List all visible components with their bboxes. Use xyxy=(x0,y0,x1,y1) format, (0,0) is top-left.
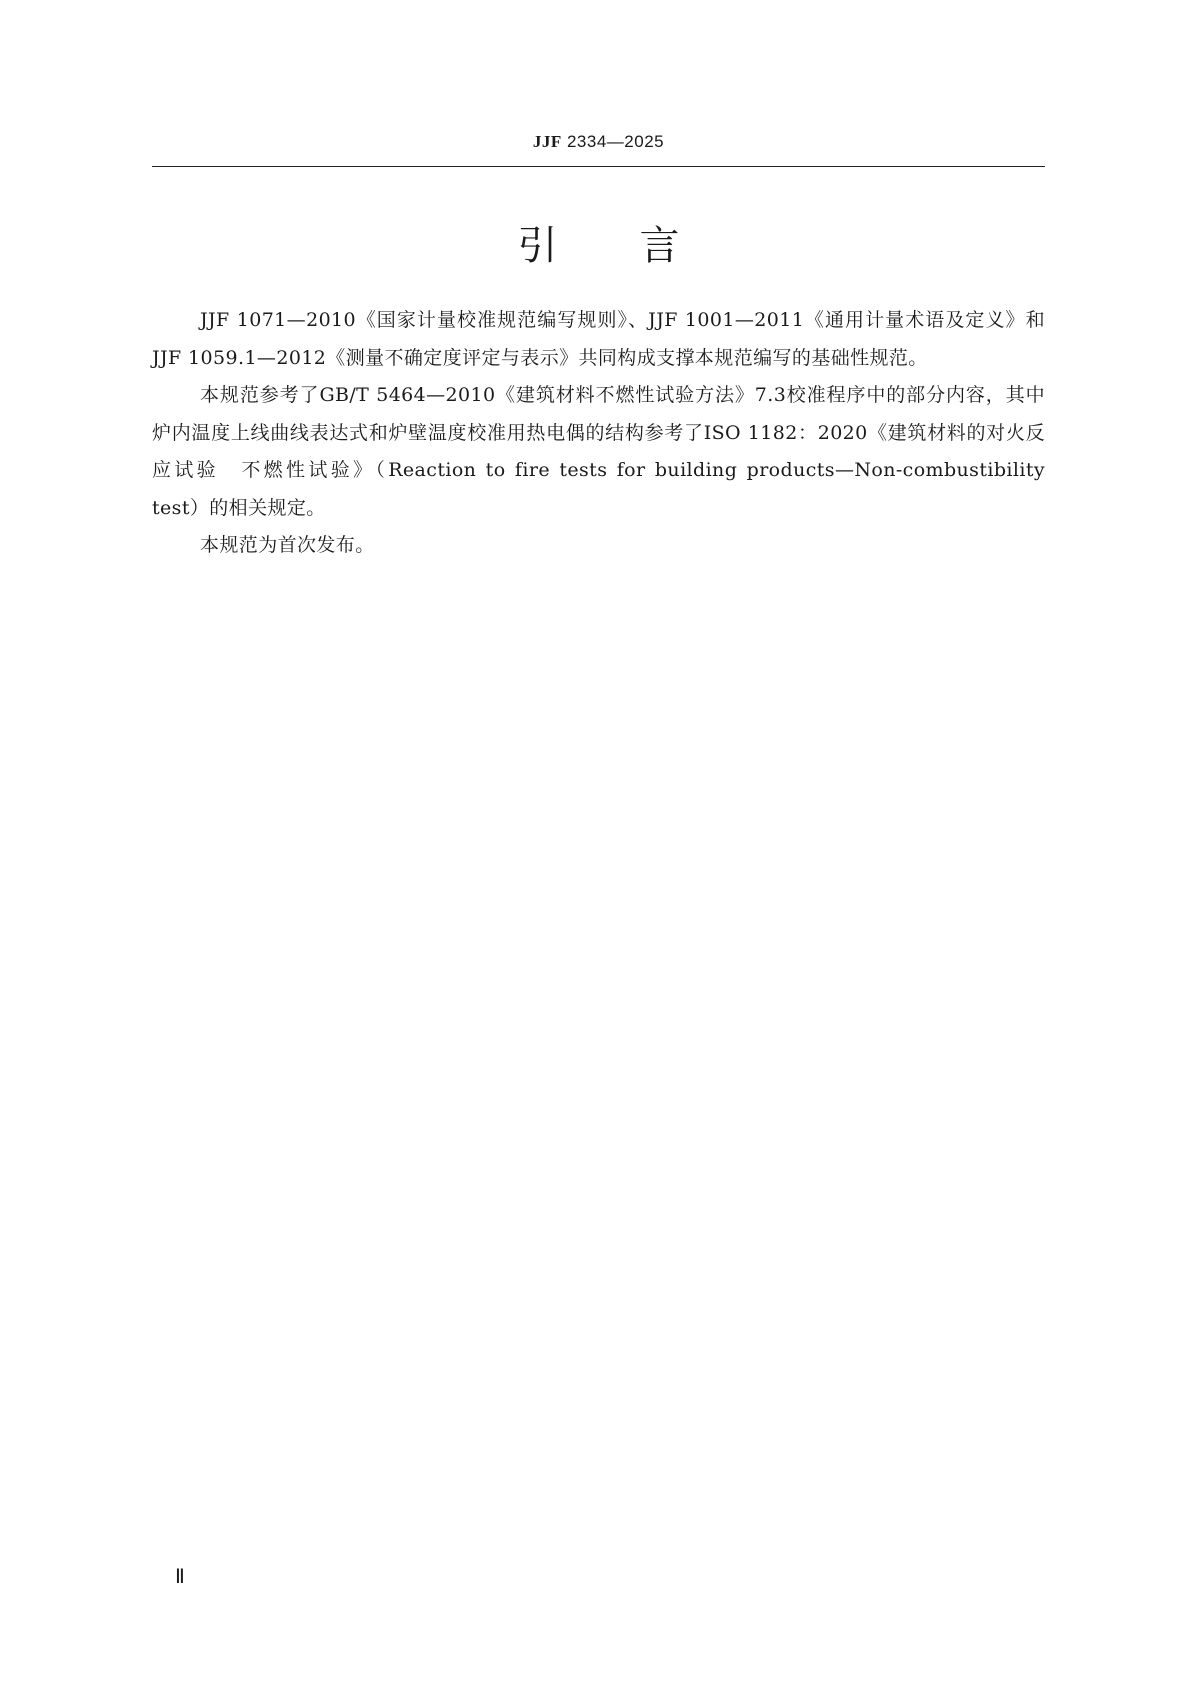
header-code-number: 2334—2025 xyxy=(561,132,665,151)
paragraph-referenced-standards: 本规范参考了GB/T 5464—2010《建筑材料不燃性试验方法》7.3校准程序中的部分内容，其中炉内温度上线曲线表达式和炉壁温度校准用热电偶的结构参考了ISO 1182：2020《建筑材料的对火反应试验 不燃性试验》（Reaction to fire tests for building products—Non-combustibility test）的相关规定。 xyxy=(152,384,1045,519)
body-text xyxy=(152,302,1045,565)
header-code-prefix: JJF xyxy=(532,132,562,151)
header-rule xyxy=(152,166,1045,167)
running-header xyxy=(152,132,1045,152)
paragraph-normative-references: JJF 1071—2010《国家计量校准规范编写规则》、JJF 1001—2011《通用计量术语及定义》和 JJF 1059.1—2012《测量不确定度评定与表示》共同构成支撑本规范编写的基础性规范。 xyxy=(152,309,1045,369)
page-number: Ⅱ xyxy=(175,1566,185,1588)
page-title: 引言 xyxy=(517,223,762,269)
paragraph-first-release: 本规范为首次发布。 xyxy=(200,534,375,556)
